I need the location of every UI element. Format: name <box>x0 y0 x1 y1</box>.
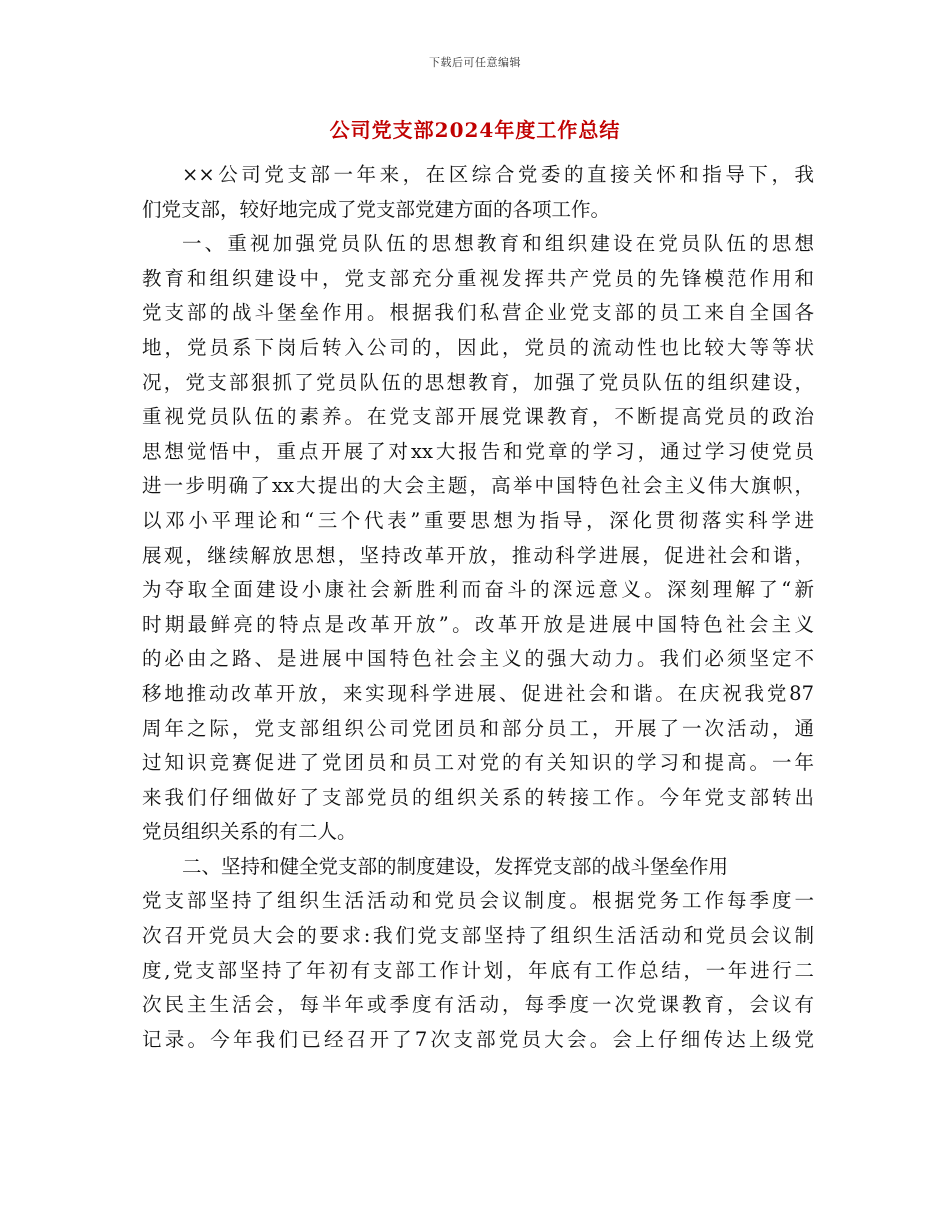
header-note: 下载后可任意编辑 <box>429 56 521 69</box>
paragraph-line: 移地推动改革开放，来实现科学进展、促进社会和谐。在庆祝我党87 <box>142 681 814 705</box>
paragraph-line: 二、坚持和健全党支部的制度建设，发挥党支部的战斗堡垒作用 <box>182 854 729 878</box>
paragraph-line: 重视党员队伍的素养。在党支部开展党课教育，不断提高党员的政治 <box>142 405 814 429</box>
paragraph-line: 教育和组织建设中，党支部充分重视发挥共产党员的先锋模范作用和 <box>142 266 814 290</box>
paragraph-line: 次民主生活会，每半年或季度有活动，每季度一次党课教育，会议有 <box>142 993 814 1017</box>
paragraph-line: 的必由之路、是进展中国特色社会主义的强大动力。我们必须坚定不 <box>142 647 814 671</box>
paragraph-line: 进一步明确了xx大提出的大会主题，高举中国特色社会主义伟大旗帜， <box>142 474 814 498</box>
paragraph-line: 们党支部，较好地完成了党支部党建方面的各项工作。 <box>142 197 611 221</box>
paragraph-line: 周年之际，党支部组织公司党团员和部分员工，开展了一次活动，通 <box>142 716 814 740</box>
paragraph-line: 况，党支部狠抓了党员队伍的思想教育，加强了党员队伍的组织建设， <box>142 370 814 394</box>
document-body <box>142 158 814 1057</box>
paragraph-line: 思想觉悟中，重点开展了对xx大报告和党章的学习，通过学习使党员 <box>142 439 814 463</box>
document-title: 公司党支部2024年度工作总结 <box>329 118 621 142</box>
paragraph-line: 来我们仔细做好了支部党员的组织关系的转接工作。今年党支部转出 <box>142 785 814 809</box>
paragraph-line: 记录。今年我们已经召开了7次支部党员大会。会上仔细传达上级党 <box>142 1027 814 1051</box>
paragraph-line: 过知识竞赛促进了党团员和员工对党的有关知识的学习和提高。一年 <box>142 751 814 775</box>
paragraph-line: 度,党支部坚持了年初有支部工作计划，年底有工作总结，一年进行二 <box>142 958 814 982</box>
paragraph-line: 展观，继续解放思想，坚持改革开放，推动科学进展，促进社会和谐， <box>142 543 814 567</box>
paragraph-line: 党员组织关系的有二人。 <box>142 820 357 844</box>
paragraph-line: 地，党员系下岗后转入公司的，因此，党员的流动性也比较大等等状 <box>142 335 814 359</box>
paragraph-line: 时期最鲜亮的特点是改革开放”。改革开放是进展中国特色社会主义 <box>142 612 814 636</box>
paragraph-line: ××公司党支部一年来，在区综合党委的直接关怀和指导下，我 <box>182 163 814 186</box>
paragraph-line: 以邓小平理论和“三个代表”重要思想为指导，深化贯彻落实科学进 <box>142 508 814 532</box>
paragraph-line: 党支部坚持了组织生活活动和党员会议制度。根据党务工作每季度一 <box>142 889 814 913</box>
paragraph-line: 次召开党员大会的要求:我们党支部坚持了组织生活活动和党员会议制 <box>142 924 814 948</box>
paragraph-line: 为夺取全面建设小康社会新胜利而奋斗的深远意义。深刻理解了“新 <box>142 578 814 602</box>
paragraph-line: 党支部的战斗堡垒作用。根据我们私营企业党支部的员工来自全国各 <box>142 301 814 325</box>
paragraph-line: 一、重视加强党员队伍的思想教育和组织建设在党员队伍的思想 <box>182 232 814 256</box>
